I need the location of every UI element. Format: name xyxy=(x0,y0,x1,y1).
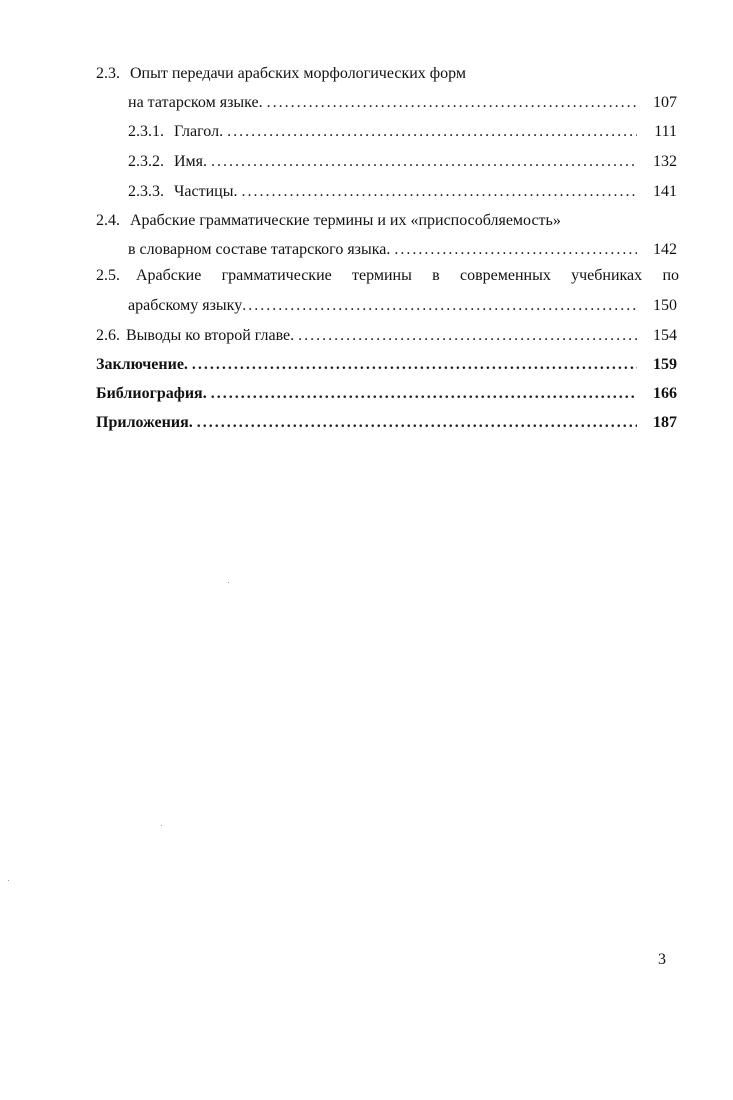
toc-page-number: 111 xyxy=(654,123,677,140)
dot-leader xyxy=(394,240,637,260)
toc-entry-number: 2.3. xyxy=(96,65,120,82)
toc-entry-number: 2.5. xyxy=(96,267,120,284)
toc-entry-title: Приложения. xyxy=(96,414,193,431)
toc-entry-number: 2.6. xyxy=(96,327,120,344)
toc-entry-2-3-2 xyxy=(128,152,677,172)
toc-entry-number: 2.3.2. xyxy=(128,153,164,170)
toc-entry-2-4-line1 xyxy=(96,211,561,231)
toc-entry-number: 2.3.1. xyxy=(128,123,164,140)
toc-entry-2-3-line1 xyxy=(96,64,466,84)
toc-page-number: 166 xyxy=(653,385,677,402)
dot-leader xyxy=(242,296,637,316)
toc-page-number: 187 xyxy=(653,414,677,431)
toc-entry-title: Арабские грамматические термины в современных учебниках по xyxy=(136,267,679,284)
scan-speck xyxy=(161,825,162,826)
toc-entry-2-4-line2 xyxy=(128,240,677,260)
toc-entry-appendices xyxy=(96,413,677,433)
dot-leader xyxy=(267,93,637,113)
toc-entry-title-continued: арабскому языку xyxy=(128,297,243,314)
toc-entry-title: Опыт передачи арабских морфологических форм xyxy=(130,65,467,82)
toc-entry-title-continued: в словарном составе татарского языка. xyxy=(128,241,391,258)
toc-entry-title: Библиография. xyxy=(96,385,207,402)
dot-leader xyxy=(211,152,637,172)
dot-leader xyxy=(298,326,637,346)
dot-leader xyxy=(211,384,637,404)
toc-entry-title: Заключение. xyxy=(96,356,188,373)
toc-entry-title: Имя. xyxy=(174,153,208,170)
toc-entry-2-3-line2 xyxy=(128,93,677,113)
toc-entry-title: Частицы. xyxy=(174,183,238,200)
toc-page-number: 107 xyxy=(653,94,677,111)
toc-page-number: 154 xyxy=(653,327,677,344)
toc-entry-2-6 xyxy=(96,326,677,346)
toc-entry-2-3-3 xyxy=(128,182,677,202)
toc-entry-title-continued: на татарском языке. xyxy=(128,94,263,111)
toc-page-number: 150 xyxy=(653,297,677,314)
dot-leader xyxy=(197,413,637,433)
page-number: 3 xyxy=(658,951,666,968)
toc-page-number: 142 xyxy=(653,241,677,258)
toc-entry-conclusion xyxy=(96,355,677,375)
toc-entry-number: 2.4. xyxy=(96,212,120,229)
toc-entry-title: Арабские грамматические термины и их «приспособляемость» xyxy=(130,212,561,229)
toc-entry-bibliography xyxy=(96,384,677,404)
toc-page-number: 159 xyxy=(653,356,677,373)
toc-entry-2-5-line1 xyxy=(96,266,679,286)
toc-entry-2-3-1 xyxy=(128,122,677,142)
toc-page-number: 132 xyxy=(653,153,677,170)
toc-entry-number: 2.3.3. xyxy=(128,183,164,200)
toc-entry-2-5-line2 xyxy=(128,296,677,316)
toc-page-number: 141 xyxy=(653,183,677,200)
toc-entry-title: Глагол. xyxy=(174,123,224,140)
toc-entry-title: Выводы ко второй главе. xyxy=(126,327,295,344)
dot-leader xyxy=(241,182,637,202)
dot-leader xyxy=(192,355,637,375)
dot-leader xyxy=(227,122,637,142)
scan-speck xyxy=(8,880,9,881)
scan-speck xyxy=(228,582,229,583)
